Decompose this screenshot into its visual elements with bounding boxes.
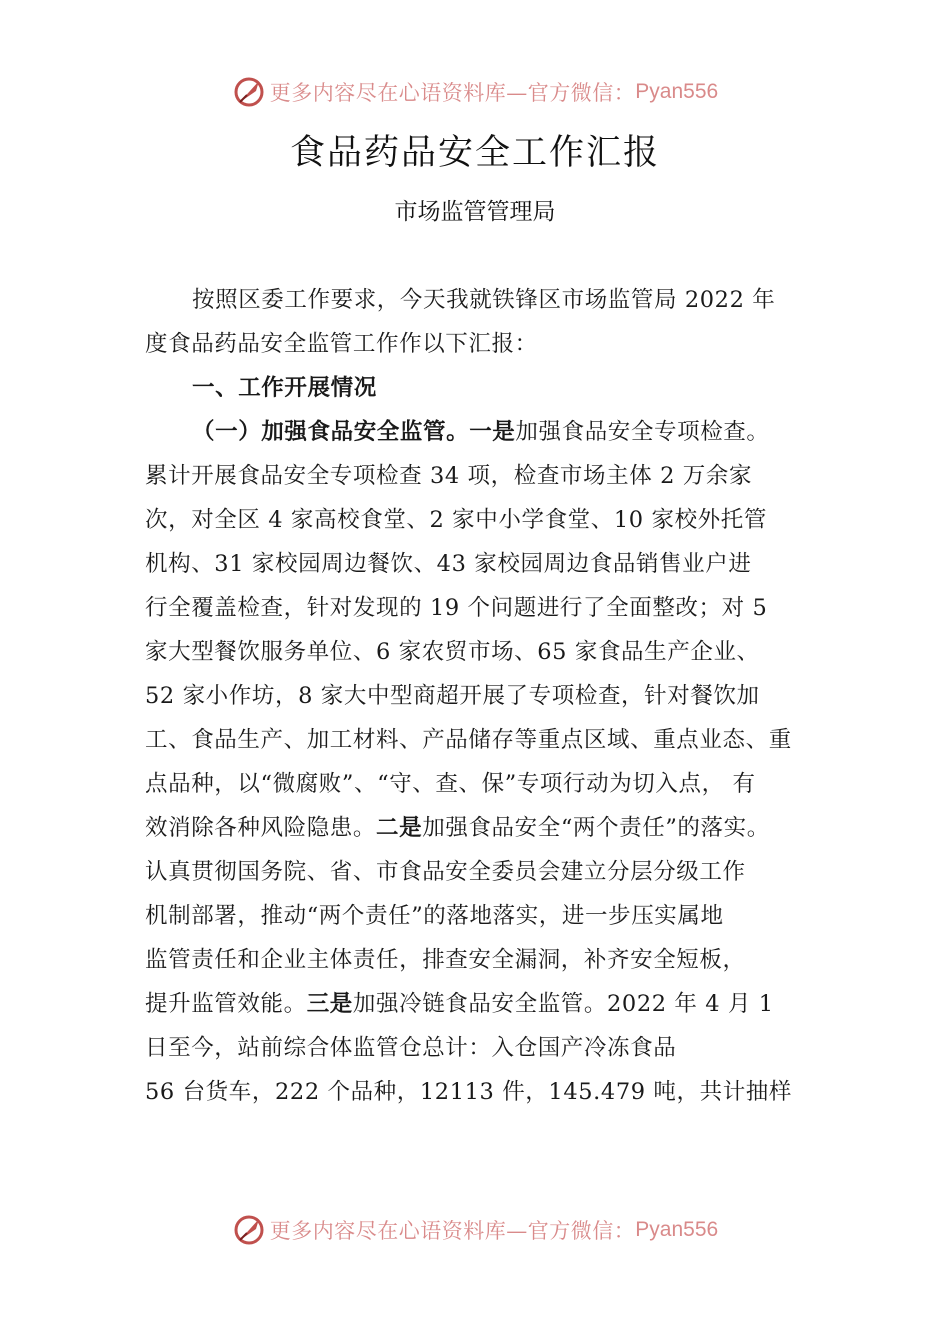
watermark-wechat: Pyan556	[635, 80, 719, 103]
body-line	[145, 725, 792, 755]
body-line	[145, 857, 746, 887]
bold-text: （一）加强食品安全监管。一是	[192, 419, 516, 445]
body-text: 52 家小作坊，8 家大中型商超开展了专项检查，针对餐饮加	[145, 683, 760, 709]
body-line	[145, 637, 760, 667]
body-text: 认真贯彻国务院、省、市食品安全委员会建立分层分级工作	[145, 859, 746, 885]
body-text: 加强食品安全“两个责任”的落实。	[422, 815, 770, 841]
body-line	[145, 945, 746, 975]
body-line	[145, 681, 760, 711]
body-line	[145, 461, 752, 491]
body-line	[192, 285, 775, 315]
body-text: 累计开展食品安全专项检查 34 项，检查市场主体 2 万余家	[145, 463, 753, 489]
watermark-banner-top	[0, 72, 950, 112]
body-text: 机制部署，推动“两个责任”的落地落实，进一步压实属地	[145, 903, 724, 929]
body-line	[145, 593, 767, 623]
body-line	[145, 505, 767, 535]
body-line	[192, 373, 377, 403]
body-line	[145, 901, 724, 931]
body-text: 效消除各种风险隐患。	[145, 815, 377, 841]
body-text: 度食品药品安全监管工作作以下汇报：	[145, 331, 538, 357]
body-text: 次，对全区 4 家高校食堂、2 家中小学食堂、10 家校外托管	[145, 507, 767, 533]
watermark-text: 更多内容尽在心语资料库—官方微信：	[269, 1219, 636, 1243]
watermark-wechat: Pyan556	[635, 1218, 719, 1241]
watermark-banner-bottom	[0, 1210, 950, 1250]
bold-text: 一、工作开展情况	[192, 375, 377, 401]
watermark-text: 更多内容尽在心语资料库—官方微信：	[269, 81, 636, 105]
body-line	[145, 1033, 676, 1063]
quill-logo-icon	[232, 75, 266, 109]
body-text: 提升监管效能。	[145, 991, 307, 1017]
body-text: 行全覆盖检查，针对发现的 19 个问题进行了全面整改；对 5	[145, 595, 768, 621]
body-text: 工、食品生产、加工材料、产品储存等重点区域、重点业态、重	[145, 727, 792, 753]
body-line	[145, 989, 774, 1019]
bold-text: 三是	[306, 991, 353, 1017]
document-title: 食品药品安全工作汇报	[289, 133, 660, 173]
body-line	[145, 1077, 792, 1107]
body-text: 加强食品安全专项检查。	[515, 419, 770, 445]
body-text: 按照区委工作要求，今天我就铁锋区市场监管局 2022 年	[192, 287, 776, 313]
bold-text: 二是	[376, 815, 423, 841]
body-text: 机构、31 家校园周边餐饮、43 家校园周边食品销售业户进	[145, 551, 752, 577]
body-text: 点品种，以“微腐败”、“守、查、保”专项行动为切入点， 有	[145, 771, 756, 797]
body-text: 家大型餐饮服务单位、6 家农贸市场、65 家食品生产企业、	[145, 639, 760, 665]
body-text: 日至今，站前综合体监管仓总计：入仓国产冷冻食品	[145, 1035, 677, 1061]
body-line	[145, 329, 538, 359]
body-text: 监管责任和企业主体责任，排查安全漏洞，补齐安全短板，	[145, 947, 746, 973]
body-line	[145, 549, 751, 579]
quill-logo-icon	[232, 1213, 266, 1247]
body-text: 加强冷链食品安全监管。2022 年 4 月 1	[352, 991, 774, 1017]
body-line	[192, 417, 770, 447]
body-text: 56 台货车，222 个品种，12113 件，145.479 吨，共计抽样	[145, 1079, 793, 1105]
body-line	[145, 769, 756, 799]
body-line	[145, 813, 770, 843]
document-author: 市场监管管理局	[394, 199, 556, 225]
